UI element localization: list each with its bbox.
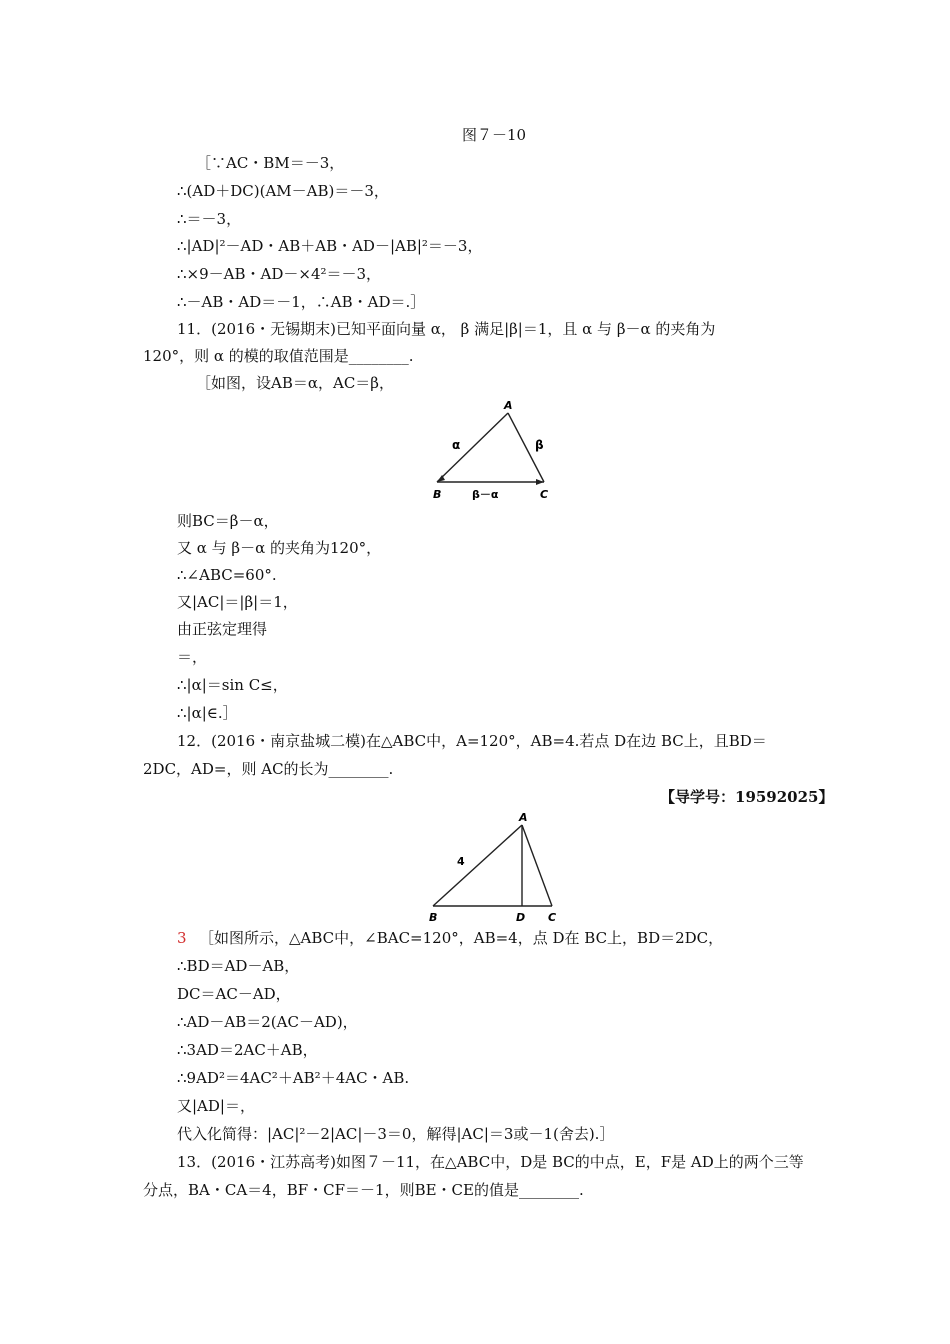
vertex-label-A: A — [504, 399, 513, 412]
problem-12-text: 2DC，AD=，则 AC的长为________. — [143, 760, 394, 778]
solution-line: DC＝AC－AD， — [177, 985, 291, 1003]
solution-line: ∴＝－3， — [177, 210, 242, 228]
vertex-label-C: C — [548, 911, 557, 924]
solution-line: ∴|α|∈.］ — [177, 704, 238, 722]
problem-13-text: 13．(2016・江苏高考)如图７－11，在△ABC中，D是 BC的中点，E，F是 AD上的两个三等 — [177, 1153, 804, 1171]
edge-AC — [522, 825, 552, 906]
vertex-label-B: B — [429, 911, 438, 924]
solution-line: ∴∠ABC=60°. — [177, 566, 277, 584]
solution-line: ［如图所示，△ABC中，∠BAC=120°，AB=4，点 D在 BC上，BD＝2DC， — [199, 929, 724, 947]
solution-line: 又 α 与 β－α 的夹角为120°， — [177, 539, 382, 557]
triangle-figure — [420, 808, 565, 926]
problem-13-text: 分点，BA・CA＝4，BF・CF＝－1，则BE・CE的值是________. — [143, 1181, 584, 1199]
edge-label-alpha: α — [452, 438, 461, 452]
edge-label-beta: β — [535, 438, 544, 452]
answer-value: 3 — [177, 929, 187, 947]
solution-line: ∴BD＝AD－AB， — [177, 957, 300, 975]
problem-12-text: 12．(2016・南京盐城二模)在△ABC中，A=120°，AB=4.若点 D在边 BC上，且BD＝ — [177, 732, 767, 750]
vertex-label-A: A — [519, 811, 528, 824]
solution-line: 又|AD|＝， — [177, 1097, 255, 1115]
solution-line: ∴3AD＝2AC＋AB， — [177, 1041, 318, 1059]
solution-line: 代入化简得：|AC|²－2|AC|－3＝0，解得|AC|＝3或－1(舍去).］ — [177, 1125, 615, 1143]
solution-line: ∴(AD＋DC)(AM－AB)＝－3， — [177, 182, 389, 200]
solution-line: 则BC＝β－α， — [177, 512, 279, 530]
problem-11-text: 11．(2016・无锡期末)已知平面向量 α， β 满足|β|＝1，且 α 与 β－α 的夹角为 — [177, 320, 716, 338]
vertex-label-C: C — [540, 488, 549, 501]
problem-11-text: 120°，则 α 的模的取值范围是________. — [143, 347, 414, 365]
figure-caption: 图７－10 — [462, 126, 527, 144]
edge-AB — [437, 413, 508, 482]
vector-triangle-figure — [420, 395, 560, 505]
solution-line: ∴AD－AB＝2(AC－AD)， — [177, 1013, 358, 1031]
vertex-label-B: B — [433, 488, 442, 501]
edge-label-4: 4 — [457, 855, 465, 868]
edge-AB — [433, 825, 522, 906]
solution-line: ＝， — [177, 648, 208, 666]
solution-line: 由正弦定理得 — [177, 620, 268, 638]
edge-label-beta-minus-alpha: β－α — [472, 488, 499, 501]
solution-line: ∴|α|＝sin C≤， — [177, 676, 288, 694]
solution-line: ∴9AD²＝4AC²＋AB²＋4AC・AB. — [177, 1069, 410, 1087]
solution-line: ∴－AB・AD＝－1，∴AB・AD＝.］ — [177, 293, 426, 311]
solution-line: 又|AC|＝|β|＝1， — [177, 593, 298, 611]
vertex-label-D: D — [516, 911, 526, 924]
solution-line: ∴×9－AB・AD－×4²＝－3， — [177, 265, 382, 283]
guide-number: 【导学号：19592025】 — [660, 788, 834, 806]
solution-line: ［∵AC・BM＝－3， — [196, 154, 345, 172]
solution-line: ∴|AD|²－AD・AB＋AB・AD－|AB|²＝－3， — [177, 237, 483, 255]
solution-line: ［如图，设AB＝α，AC＝β， — [196, 374, 394, 392]
